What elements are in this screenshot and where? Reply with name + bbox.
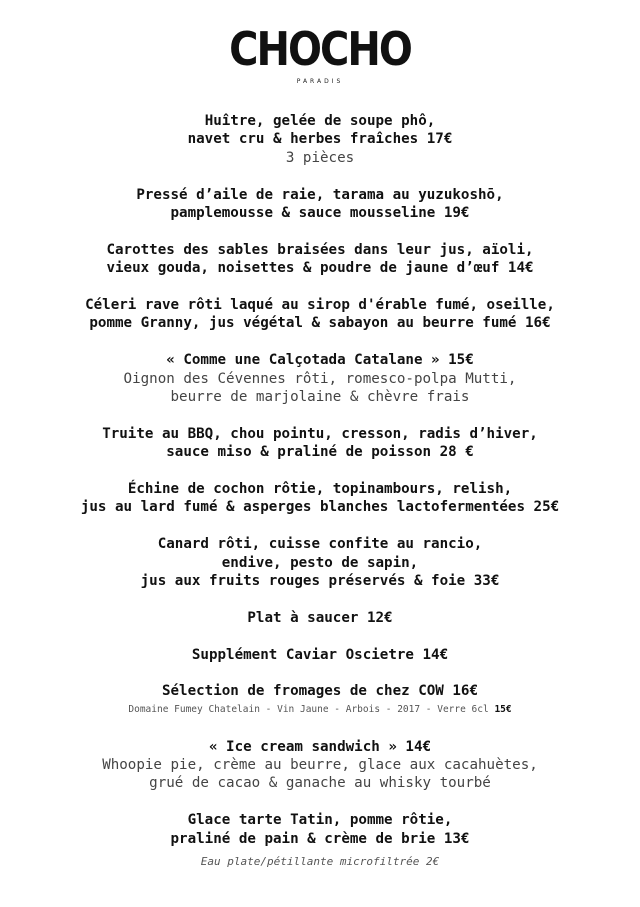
dish-description: beurre de marjolaine & chèvre frais: [170, 389, 470, 406]
item-gap: [0, 406, 640, 424]
dish-line: Plat à saucer 12€: [247, 609, 393, 626]
menu-item: [0, 480, 640, 517]
menu-item: [0, 112, 640, 167]
menu-item: [0, 186, 640, 223]
logo: [0, 23, 640, 85]
menu-item: [0, 738, 640, 793]
dish-line: Truite au BBQ, chou pointu, cresson, radis d’hiver,: [102, 425, 538, 442]
footer-note: Eau plate/pétillante microfiltrée 2€: [200, 855, 440, 868]
item-gap: [0, 627, 640, 645]
dish-line: endive, pesto de sapin,: [221, 554, 419, 571]
dish-description: Oignon des Cévennes rôti, romesco-polpa Mutti,: [123, 370, 517, 387]
menu-item: [0, 425, 640, 462]
menu-item: [0, 811, 640, 848]
item-gap: [0, 517, 640, 535]
item-gap: [0, 167, 640, 185]
dish-line: jus au lard fumé & asperges blanches lactofermentées 25€: [80, 499, 560, 516]
dish-line: Carottes des sables braisées dans leur jus, aïoli,: [106, 241, 534, 258]
dish-line: Canard rôti, cuisse confite au rancio,: [157, 536, 483, 553]
item-gap: [0, 222, 640, 240]
dish-line: Glace tarte Tatin, pomme rôtie,: [187, 812, 453, 829]
dish-description: 3 pièces: [285, 149, 355, 166]
dish-line: « Comme une Calçotada Catalane » 15€: [166, 352, 474, 369]
dish-line: vieux gouda, noisettes & poudre de jaune d’œuf 14€: [106, 260, 534, 277]
dish-line: Pressé d’aile de raie, tarama au yuzukoshō,: [136, 186, 504, 203]
menu-item: [0, 682, 640, 719]
dish-line: jus aux fruits rouges préservés & foie 33€: [140, 573, 500, 590]
menu-item: [0, 296, 640, 333]
dish-line: pomme Granny, jus végétal & sabayon au beurre fumé 16€: [89, 315, 551, 332]
menu-item: [0, 351, 640, 406]
logo-subtitle: PARADIS: [296, 78, 344, 85]
item-gap: [0, 664, 640, 682]
wine-pairing: [0, 701, 640, 719]
menu-item: [0, 241, 640, 278]
wine-pairing-text: Domaine Fumey Chatelain - Vin Jaune - Arbois - 2017 - Verre 6cl: [128, 703, 495, 715]
menu-item: [0, 535, 640, 590]
dish-line: Huître, gelée de soupe phô,: [204, 113, 436, 129]
dish-line: praliné de pain & crème de brie 13€: [170, 830, 470, 847]
logo-title: CHOCHO: [229, 23, 411, 77]
dish-line: Échine de cochon rôtie, topinambours, relish,: [127, 481, 513, 498]
dish-description: Whoopie pie, crème au beurre, glace aux cacahuètes,: [102, 757, 538, 774]
dish-line: Supplément Caviar Oscietre 14€: [191, 646, 449, 663]
wine-pairing-price: 15€: [494, 703, 512, 715]
dish-line: « Ice cream sandwich » 14€: [208, 738, 432, 755]
item-gap: [0, 278, 640, 296]
dish-line: pamplemousse & sauce mousseline 19€: [170, 205, 470, 222]
dish-description: grué de cacao & ganache au whisky tourbé: [149, 775, 491, 792]
dish-line: Sélection de fromages de chez COW 16€: [161, 683, 479, 700]
menu-item: [0, 609, 640, 627]
menu-item: [0, 646, 640, 664]
dish-line: Céleri rave rôti laqué au sirop d'érable fumé, oseille,: [85, 297, 555, 314]
item-gap: [0, 462, 640, 480]
dish-line: navet cru & herbes fraîches 17€: [187, 131, 453, 148]
menu-list: [0, 112, 640, 848]
dish-line: sauce miso & praliné de poisson 28 €: [166, 444, 474, 461]
item-gap: [0, 793, 640, 811]
item-gap: [0, 590, 640, 608]
item-gap: [0, 333, 640, 351]
item-gap: [0, 719, 640, 737]
